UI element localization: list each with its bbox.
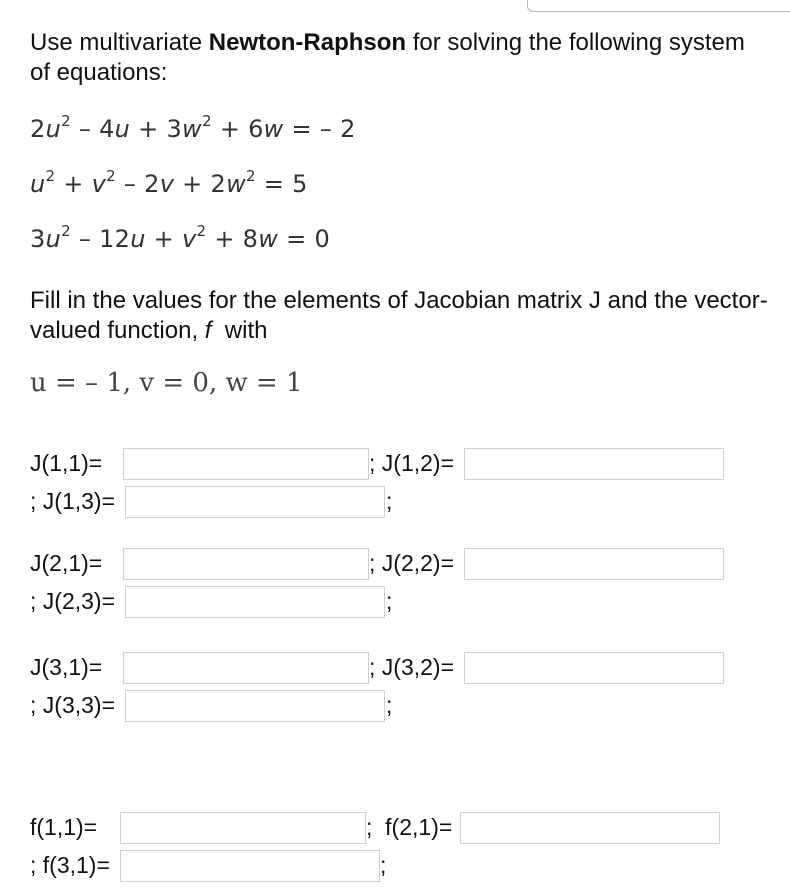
input-j21[interactable] [123, 548, 369, 580]
row-end-1: ; [386, 488, 393, 514]
row-end-3: ; [386, 692, 393, 718]
input-f11[interactable] [120, 812, 366, 844]
input-j32[interactable] [464, 652, 724, 684]
label-j33: ; J(3,3)= [30, 692, 116, 718]
label-j23: ; J(2,3)= [30, 588, 116, 614]
evaluation-point: u = – 1, v = 0, w = 1 [30, 368, 303, 398]
label-j12: ; J(1,2)= [369, 450, 455, 476]
input-j33[interactable] [125, 690, 385, 722]
input-f21[interactable] [460, 812, 720, 844]
equation-1: $2u^2 - 4u + 3w^2 + 6w$ = – 2 [30, 112, 356, 143]
equation-2: $u^2 + v^2 - 2v + 2w^2 = 5$ [30, 167, 308, 198]
input-j11[interactable] [123, 448, 369, 480]
fill-instructions: Fill in the values for the elements of Jacobian matrix J and the vector-valued function, f with [30, 287, 768, 344]
label-j32: ; J(3,2)= [369, 654, 455, 680]
input-f31[interactable] [120, 850, 380, 882]
label-f11: f(1,1)= [30, 814, 98, 840]
label-j31: J(3,1)= [30, 654, 103, 680]
input-j31[interactable] [123, 652, 369, 684]
label-j13: ; J(1,3)= [30, 488, 116, 514]
label-f21: ; f(2,1)= [366, 814, 453, 840]
instructions-intro: Use multivariate Newton-Raphson for solving the following system of equations: [30, 29, 745, 86]
input-j23[interactable] [125, 586, 385, 618]
method-name: Newton-Raphson [208, 29, 407, 56]
label-f31: ; f(3,1)= [30, 852, 110, 878]
label-j11: J(1,1)= [30, 450, 103, 476]
row-end-f: ; [380, 852, 387, 878]
label-j22: ; J(2,2)= [369, 550, 455, 576]
top-panel-edge [527, 0, 790, 12]
row-end-2: ; [386, 588, 393, 614]
input-j12[interactable] [464, 448, 724, 480]
equation-3: $3u^2 - 12u + v^2 + 8w = 0$ [30, 222, 331, 253]
input-j13[interactable] [125, 486, 385, 518]
input-j22[interactable] [464, 548, 724, 580]
label-j21: J(2,1)= [30, 550, 103, 576]
